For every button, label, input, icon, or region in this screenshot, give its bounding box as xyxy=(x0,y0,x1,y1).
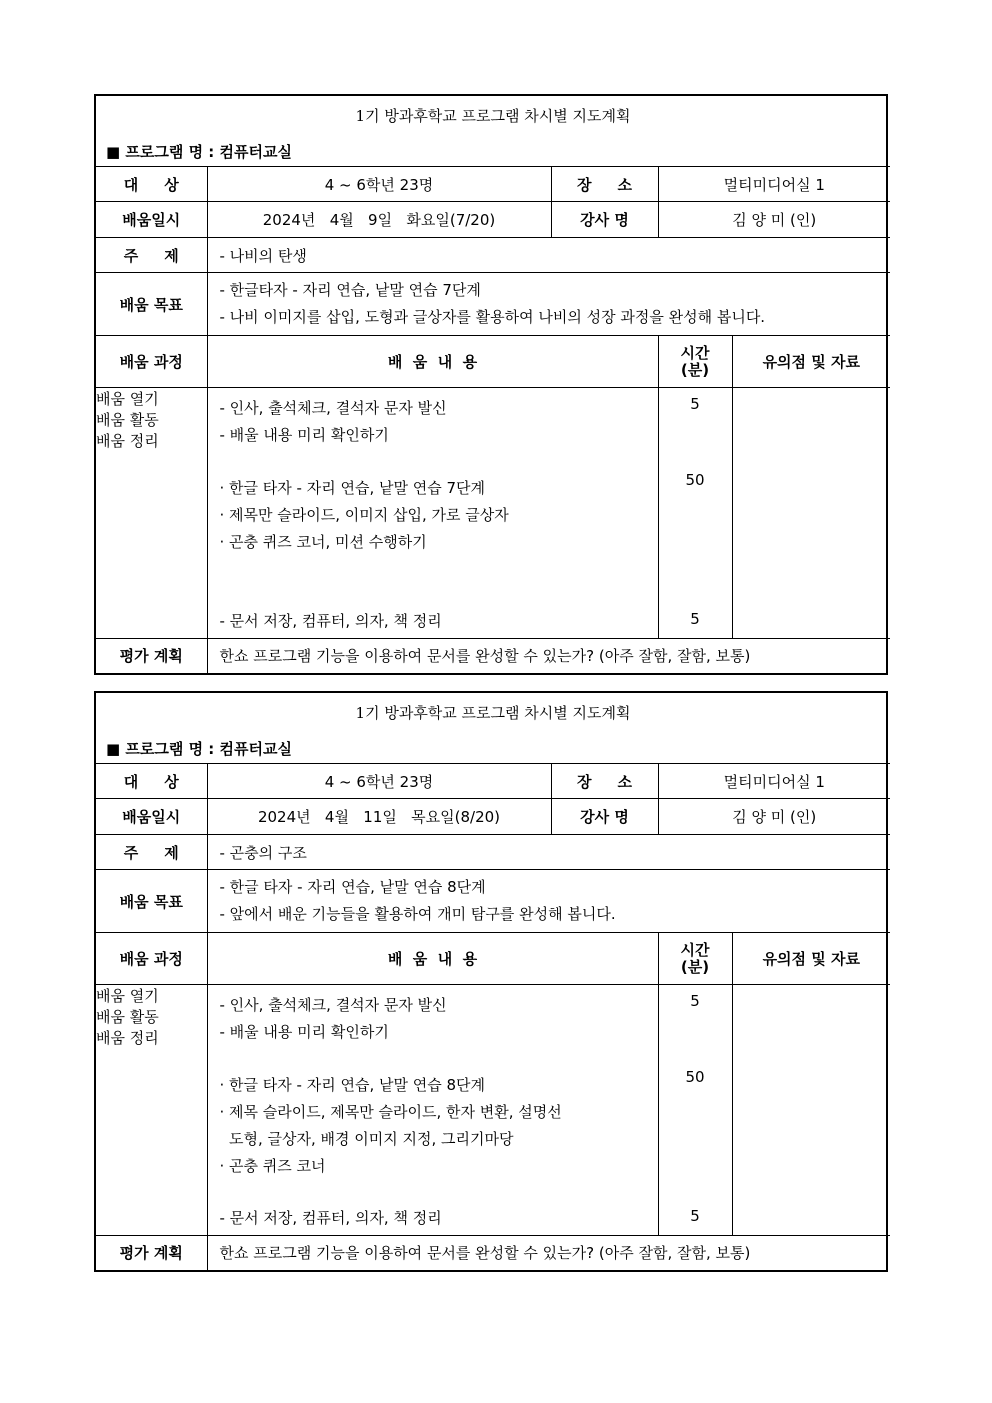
time-close: 5 xyxy=(690,1207,700,1225)
place-label: 장 소 xyxy=(551,764,658,799)
eval-label: 평가 계획 xyxy=(96,639,207,673)
open-line: - 배울 내용 미리 확인하기 xyxy=(219,426,389,444)
date-value: 2024년 4월 11일 목요일(8/20) xyxy=(207,799,551,835)
teacher-value: 김 양 미 (인) xyxy=(658,202,890,238)
lesson-plan-1 xyxy=(94,94,888,675)
place-value: 멀티미디어실 1 xyxy=(658,167,890,202)
step-activity: 배움 활동 xyxy=(96,411,159,429)
time-activity: 50 xyxy=(685,1068,705,1086)
activity-line: · 제목 슬라이드, 제목만 슬라이드, 한자 변환, 설명선 xyxy=(219,1103,562,1121)
program-name: ■ 프로그램 명 : 컴퓨터교실 xyxy=(106,739,292,758)
time-activity: 50 xyxy=(685,471,705,489)
topic-value: - 곤충의 구조 xyxy=(207,835,890,870)
date-label: 배움일시 xyxy=(96,799,207,835)
goal-line: - 한글타자 - 자리 연습, 낱말 연습 7단계 xyxy=(219,281,481,299)
teacher-label: 강사 명 xyxy=(551,799,658,835)
step-close: 배움 정리 xyxy=(96,432,159,450)
target-value: 4 ~ 6학년 23명 xyxy=(207,167,551,202)
head-process: 배움 과정 xyxy=(96,336,207,388)
eval-value: 한쇼 프로그램 기능을 이용하여 문서를 완성할 수 있는가? (아주 잘함, 잘함, 보통) xyxy=(207,639,890,673)
activity-line: · 한글 타자 - 자리 연습, 낱말 연습 7단계 xyxy=(219,479,485,497)
head-content: 배 움 내 용 xyxy=(207,933,658,985)
head-notes: 유의점 및 자료 xyxy=(732,336,890,388)
activity-line: · 곤충 퀴즈 코너 xyxy=(219,1157,326,1175)
topic-value: - 나비의 탄생 xyxy=(207,238,890,273)
teacher-value: 김 양 미 (인) xyxy=(658,799,890,835)
place-label: 장 소 xyxy=(551,167,658,202)
step-open: 배움 열기 xyxy=(96,987,159,1005)
head-notes: 유의점 및 자료 xyxy=(732,933,890,985)
open-line: - 배울 내용 미리 확인하기 xyxy=(219,1023,389,1041)
time-open: 5 xyxy=(690,395,700,413)
open-line: - 인사, 출석체크, 결석자 문자 발신 xyxy=(219,399,447,417)
page-title: 1기 방과후학교 프로그램 차시별 지도계획 xyxy=(355,107,631,125)
goal-label: 배움 목표 xyxy=(96,870,207,933)
activity-line: 도형, 글상자, 배경 이미지 지정, 그리기마당 xyxy=(219,1130,514,1148)
head-time: 시간 (분) xyxy=(658,336,732,388)
goal-line: - 앞에서 배운 기능들을 활용하여 개미 탐구를 완성해 봅니다. xyxy=(219,905,616,923)
goal-label: 배움 목표 xyxy=(96,273,207,336)
target-label: 대 상 xyxy=(96,764,207,799)
open-line: - 인사, 출석체크, 결석자 문자 발신 xyxy=(219,996,447,1014)
step-open: 배움 열기 xyxy=(96,390,159,408)
head-time: 시간 (분) xyxy=(658,933,732,985)
eval-label: 평가 계획 xyxy=(96,1236,207,1270)
date-label: 배움일시 xyxy=(96,202,207,238)
plan-table xyxy=(96,693,890,1270)
lesson-plan-2 xyxy=(94,691,888,1272)
program-name: ■ 프로그램 명 : 컴퓨터교실 xyxy=(106,142,292,161)
notes-cell xyxy=(732,985,890,1236)
teacher-label: 강사 명 xyxy=(551,202,658,238)
topic-label: 주 제 xyxy=(96,835,207,870)
plan-table xyxy=(96,96,890,673)
activity-line: · 제목만 슬라이드, 이미지 삽입, 가로 글상자 xyxy=(219,506,509,524)
step-close: 배움 정리 xyxy=(96,1029,159,1047)
head-content: 배 움 내 용 xyxy=(207,336,658,388)
time-close: 5 xyxy=(690,610,700,628)
target-value: 4 ~ 6학년 23명 xyxy=(207,764,551,799)
activity-line: · 곤충 퀴즈 코너, 미션 수행하기 xyxy=(219,533,427,551)
time-open: 5 xyxy=(690,992,700,1010)
eval-value: 한쇼 프로그램 기능을 이용하여 문서를 완성할 수 있는가? (아주 잘함, 잘함, 보통) xyxy=(207,1236,890,1270)
goal-line: - 한글 타자 - 자리 연습, 낱말 연습 8단계 xyxy=(219,878,486,896)
page-title: 1기 방과후학교 프로그램 차시별 지도계획 xyxy=(355,704,631,722)
topic-label: 주 제 xyxy=(96,238,207,273)
target-label: 대 상 xyxy=(96,167,207,202)
place-value: 멀티미디어실 1 xyxy=(658,764,890,799)
close-line: - 문서 저장, 컴퓨터, 의자, 책 정리 xyxy=(219,612,442,630)
notes-cell xyxy=(732,388,890,639)
goal-line: - 나비 이미지를 삽입, 도형과 글상자를 활용하여 나비의 성장 과정을 완성해 봅니다. xyxy=(219,308,766,326)
step-activity: 배움 활동 xyxy=(96,1008,159,1026)
head-process: 배움 과정 xyxy=(96,933,207,985)
close-line: - 문서 저장, 컴퓨터, 의자, 책 정리 xyxy=(219,1209,442,1227)
date-value: 2024년 4월 9일 화요일(7/20) xyxy=(207,202,551,238)
activity-line: · 한글 타자 - 자리 연습, 낱말 연습 8단계 xyxy=(219,1076,485,1094)
